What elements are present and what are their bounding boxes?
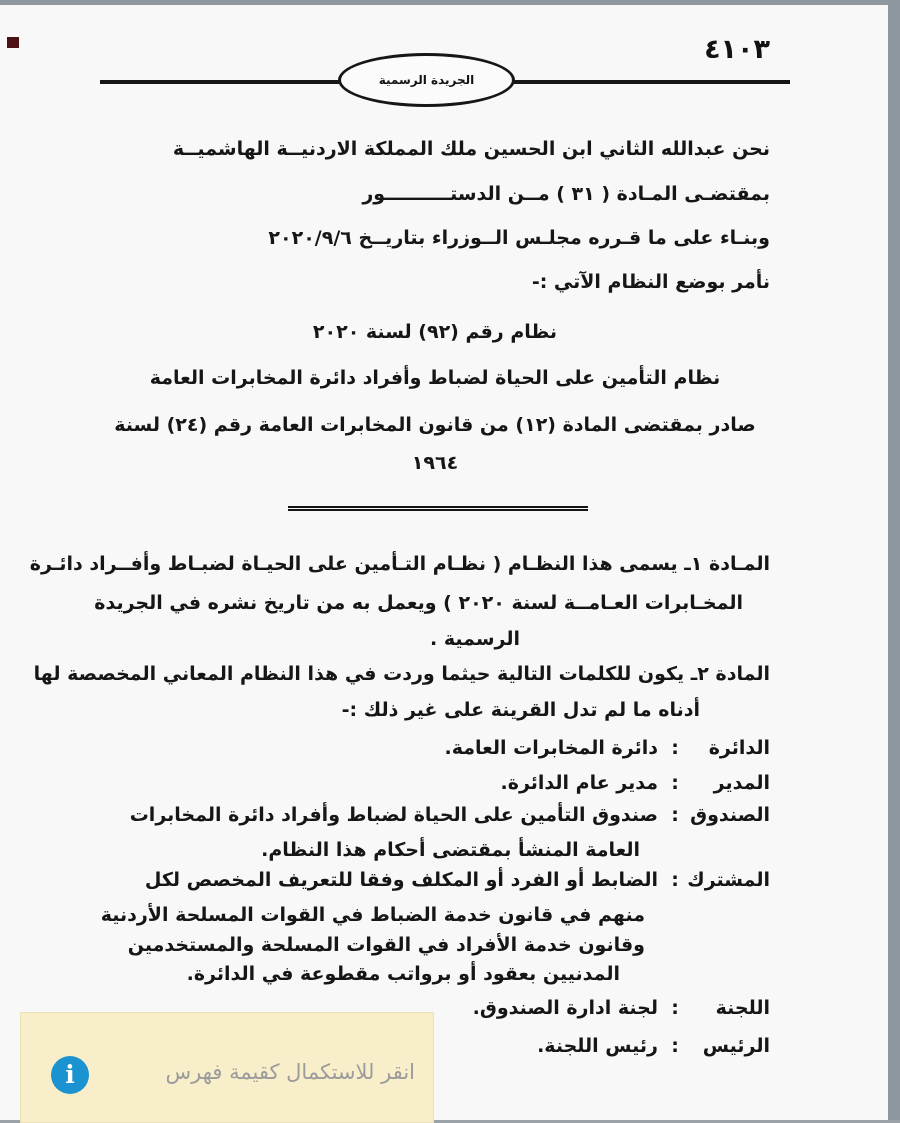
regulation-title-line: نظام رقم (٩٢) لسنة ٢٠٢٠ bbox=[312, 321, 558, 343]
red-marker bbox=[7, 37, 19, 48]
regulation-title-line: نظام التأمين على الحياة لضباط وأفراد دائرة المخابرات العامة bbox=[149, 367, 721, 389]
definition-colon: : bbox=[671, 1035, 679, 1057]
background-strip-top bbox=[0, 0, 900, 5]
definition-term: الرئيس bbox=[702, 1035, 770, 1057]
gazette-oval-label: الجريدة الرسمية bbox=[378, 73, 475, 87]
info-icon bbox=[51, 1056, 89, 1094]
definition-row bbox=[130, 804, 770, 826]
regulation-title-line: ١٩٦٤ bbox=[411, 452, 459, 474]
section-divider bbox=[288, 506, 588, 511]
definition-text: دائرة المخابرات العامة. bbox=[444, 737, 658, 759]
preamble-line: نأمر بوضع النظام الآتي :- bbox=[531, 271, 770, 293]
definition-text: الضابط أو الفرد أو المكلف وفقا للتعريف المخصص لكل bbox=[144, 869, 658, 891]
definition-term: المشترك bbox=[687, 869, 770, 891]
regulation-title-line: صادر بمقتضى المادة (١٢) من قانون المخابرات العامة رقم (٢٤) لسنة bbox=[114, 414, 756, 436]
definition-row bbox=[501, 772, 770, 794]
definition-row bbox=[473, 997, 770, 1019]
definition-text: صندوق التأمين على الحياة لضباط وأفراد دائرة المخابرات bbox=[129, 804, 658, 826]
definition-continuation: المدنيين بعقود أو برواتب مقطوعة في الدائرة. bbox=[186, 963, 620, 985]
gazette-oval-badge bbox=[338, 53, 515, 107]
page-number: ٤١٠٣ bbox=[704, 34, 770, 65]
definition-term: المدير bbox=[713, 772, 770, 794]
definition-colon: : bbox=[671, 737, 679, 759]
article1-line: المـادة ١ـ يسمى هذا النظـام ( نظـام التـأمين على الحيـاة لضبـاط وأفــراد دائـرة bbox=[29, 553, 770, 575]
article1-line: المخـابرات العـامــة لسنة ٢٠٢٠ ) ويعمل به من تاريخ نشره في الجريدة bbox=[94, 592, 743, 614]
index-tooltip-label: انقر للاستكمال كقيمة فهرس bbox=[165, 1060, 415, 1084]
preamble-line: نحن عبدالله الثاني ابن الحسين ملك المملكة الاردنيــة الهاشميــة bbox=[172, 138, 770, 160]
definition-row bbox=[445, 737, 770, 759]
article1-line: الرسمية . bbox=[430, 628, 520, 650]
definition-continuation: منهم في قانون خدمة الضباط في القوات المسلحة الأردنية bbox=[100, 904, 645, 926]
background-strip-right bbox=[888, 0, 900, 1123]
definition-colon: : bbox=[671, 869, 679, 891]
definition-term: الدائرة bbox=[708, 737, 770, 759]
info-icon-letter: i bbox=[65, 1059, 75, 1089]
definition-colon: : bbox=[671, 997, 679, 1019]
definition-text: مدير عام الدائرة. bbox=[500, 772, 658, 794]
article2-line: أدناه ما لم تدل القرينة على غير ذلك :- bbox=[341, 699, 700, 721]
definition-continuation: وقانون خدمة الأفراد في القوات المسلحة والمستخدمين bbox=[127, 934, 645, 956]
definition-colon: : bbox=[671, 804, 679, 826]
definition-colon: : bbox=[671, 772, 679, 794]
preamble-line: وبنـاء على ما قـرره مجلـس الــوزراء بتاريــخ ٢٠٢٠/٩/٦ bbox=[268, 227, 770, 249]
article2-line: المادة ٢ـ يكون للكلمات التالية حيثما وردت في هذا النظام المعاني المخصصة لها bbox=[33, 663, 770, 685]
definition-row bbox=[145, 869, 770, 891]
definition-term: الصندوق bbox=[690, 804, 770, 826]
definition-text: لجنة ادارة الصندوق. bbox=[472, 997, 658, 1019]
definition-row bbox=[537, 1035, 770, 1057]
definition-text: رئيس اللجنة. bbox=[537, 1035, 658, 1057]
definition-term: اللجنة bbox=[715, 997, 770, 1019]
preamble-line: بمقتضـى المـادة ( ٣١ ) مــن الدستــــــــــور bbox=[362, 183, 770, 205]
definition-continuation: العامة المنشأ بمقتضى أحكام هذا النظام. bbox=[261, 839, 640, 861]
index-tooltip[interactable] bbox=[20, 1012, 434, 1123]
